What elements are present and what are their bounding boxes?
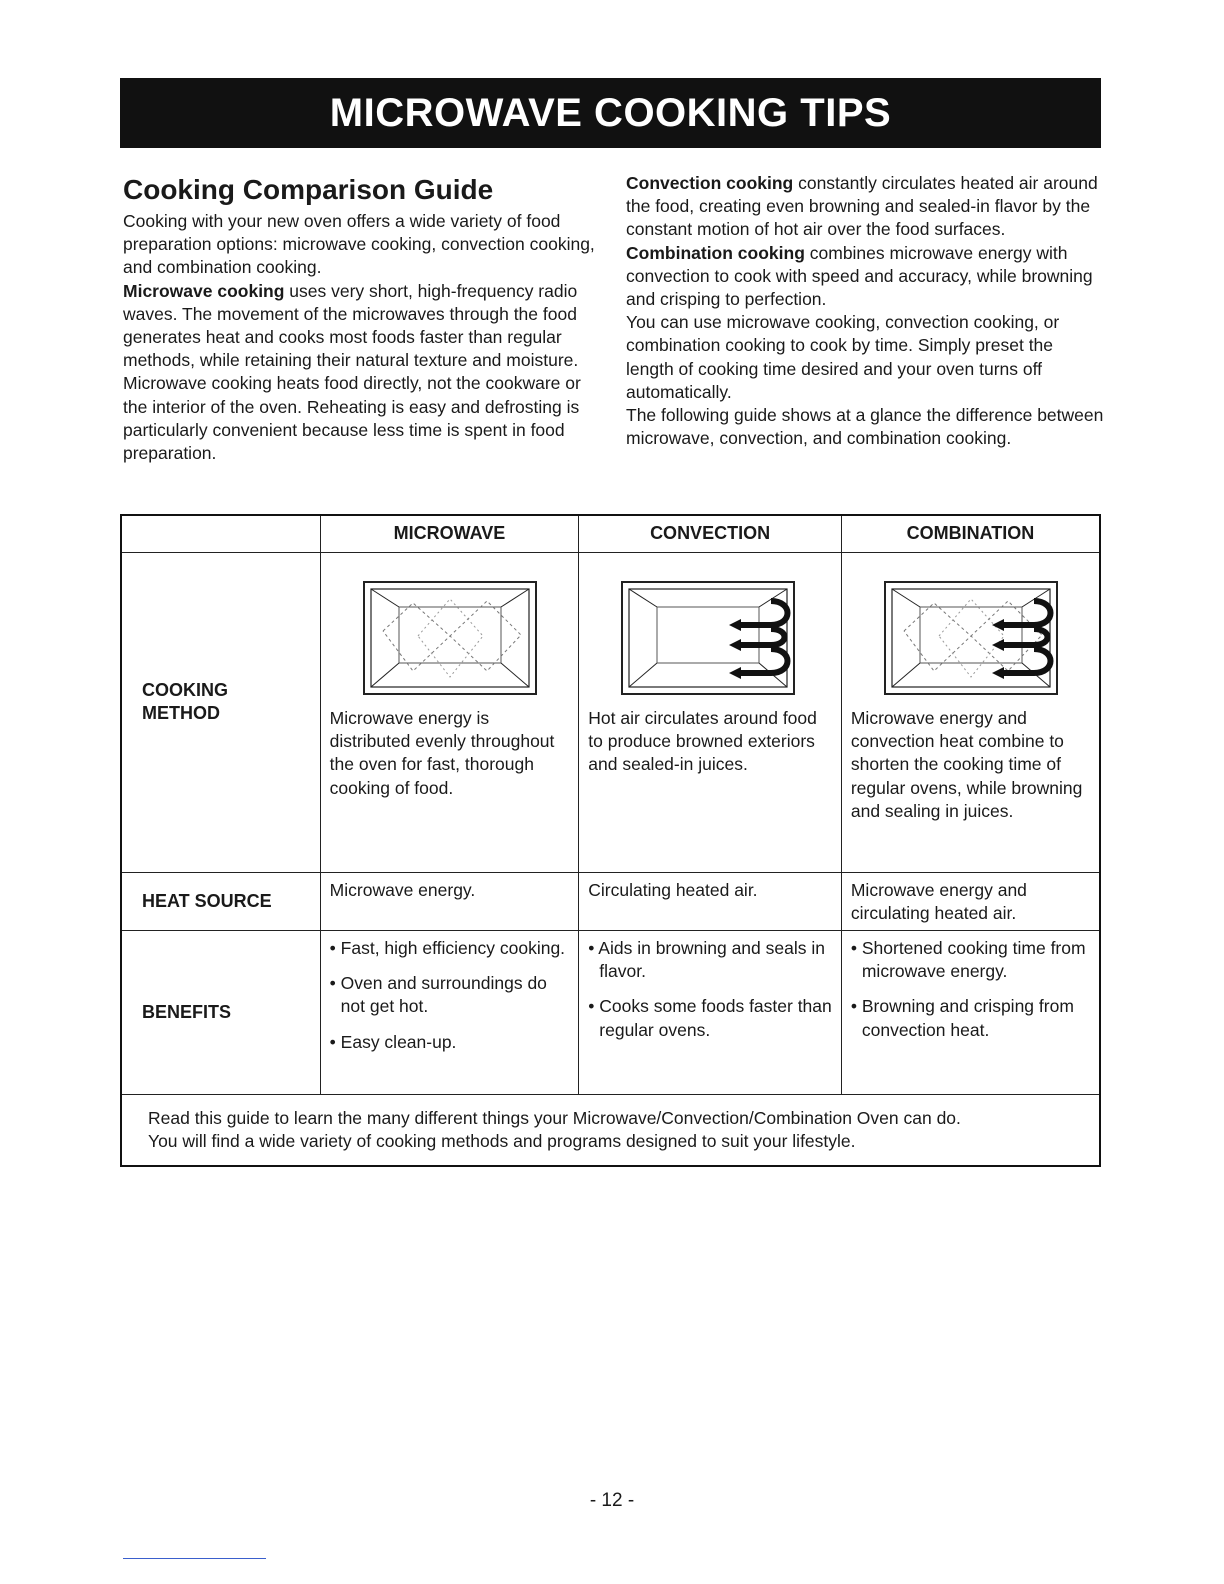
benefit-item: • Cooks some foods faster than regular ovens. bbox=[588, 996, 832, 1040]
combination-term: Combination cooking bbox=[626, 242, 805, 263]
cooking-method-microwave bbox=[320, 553, 579, 873]
table-footer-row bbox=[121, 1095, 1100, 1167]
row-label-benefits: BENEFITS bbox=[121, 931, 320, 1095]
page-number: - 12 - bbox=[589, 1490, 635, 1511]
header-convection: CONVECTION bbox=[579, 515, 842, 553]
microwave-paragraph bbox=[123, 280, 603, 466]
footer-line-2: You will find a wide variety of cooking methods and programs designed to suit your lifestyle. bbox=[148, 1131, 856, 1152]
benefit-item: • Aids in browning and seals in flavor. bbox=[588, 938, 825, 982]
benefits-row bbox=[121, 931, 1100, 1095]
time-paragraph: You can use microwave cooking, convection cooking, or combination cooking to cook by time. Simply preset the length of cooking time desired and your oven turns off automatically. bbox=[626, 312, 1060, 402]
intro-paragraph: Cooking with your new oven offers a wide variety of food preparation options: microwave cooking, convection cooking, and combination cooking. bbox=[123, 211, 595, 278]
benefit-item: • Easy clean-up. bbox=[329, 1031, 457, 1052]
header-microwave: MICROWAVE bbox=[320, 515, 579, 553]
heat-source-combination: Microwave energy and circulating heated air. bbox=[841, 873, 1100, 931]
row-label-heat-source: HEAT SOURCE bbox=[121, 873, 320, 931]
heat-source-microwave: Microwave energy. bbox=[320, 873, 579, 931]
benefits-microwave bbox=[320, 931, 579, 1095]
header-blank bbox=[121, 515, 320, 553]
left-column bbox=[123, 172, 603, 465]
convection-text: constantly circulates heated air around the food, creating even browning and sealed-in flavor by the constant motion of hot air over the food surfaces. bbox=[626, 173, 1098, 240]
glance-paragraph: The following guide shows at a glance the difference between microwave, convection, and combination cooking. bbox=[626, 405, 1104, 449]
microwave-diagram-icon bbox=[363, 581, 537, 695]
benefits-convection bbox=[579, 931, 842, 1095]
cooking-method-microwave-text: Microwave energy is distributed evenly throughout the oven for fast, thorough cooking of food. bbox=[329, 708, 555, 798]
cooking-method-combination-text: Microwave energy and convection heat combine to shorten the cooking time of regular ovens, while browning and sealing in juices. bbox=[850, 708, 1083, 821]
banner-title: MICROWAVE COOKING TIPS bbox=[329, 90, 892, 135]
combination-diagram-icon bbox=[884, 581, 1058, 695]
row-label-cooking-method: COOKING METHOD bbox=[121, 553, 320, 873]
cooking-method-convection bbox=[579, 553, 842, 873]
cooking-method-convection-text: Hot air circulates around food to produce browned exteriors and sealed-in juices. bbox=[588, 708, 817, 775]
convection-term: Convection cooking bbox=[626, 173, 794, 193]
right-column bbox=[626, 172, 1104, 450]
page-banner bbox=[120, 78, 1101, 148]
divider bbox=[123, 1558, 266, 1559]
cooking-method-combination bbox=[841, 553, 1100, 873]
combination-paragraph bbox=[626, 242, 1104, 312]
benefit-item: • Fast, high efficiency cooking. bbox=[329, 938, 566, 958]
microwave-text: uses very short, high-frequency radio waves. The movement of the microwaves through the food generates heat and cooks most foods faster than regular methods, while retaining their natural texture and moisture. Microwave cooking heats food directly, not the cookware or the interior of the oven. Reheating is easy and defrosting is particularly convenient because less time is spent in food preparation. bbox=[123, 280, 581, 464]
table-header-row bbox=[121, 515, 1100, 553]
header-combination: COMBINATION bbox=[841, 515, 1100, 553]
guide-title: Cooking Comparison Guide bbox=[123, 174, 494, 205]
footer-line-1: Read this guide to learn the many different things your Microwave/Convection/Combination Oven can do. bbox=[148, 1108, 961, 1128]
convection-diagram-icon bbox=[621, 581, 795, 695]
benefit-item: • Shortened cooking time from microwave energy. bbox=[850, 938, 1086, 982]
table-footer-note bbox=[121, 1095, 1100, 1167]
microwave-term: Microwave cooking bbox=[123, 280, 285, 301]
benefit-item: • Browning and crisping from convection heat. bbox=[850, 996, 1074, 1040]
heat-source-row bbox=[121, 873, 1100, 931]
benefits-combination bbox=[841, 931, 1100, 1095]
combination-text: combines microwave energy with convection to cook with speed and accuracy, while browning and crisping to perfection. bbox=[626, 242, 1093, 310]
comparison-table bbox=[120, 514, 1101, 1167]
cooking-method-row bbox=[121, 553, 1100, 873]
heat-source-convection: Circulating heated air. bbox=[579, 873, 842, 931]
convection-paragraph bbox=[626, 172, 1104, 242]
benefit-item: • Oven and surroundings do not get hot. bbox=[329, 973, 547, 1017]
